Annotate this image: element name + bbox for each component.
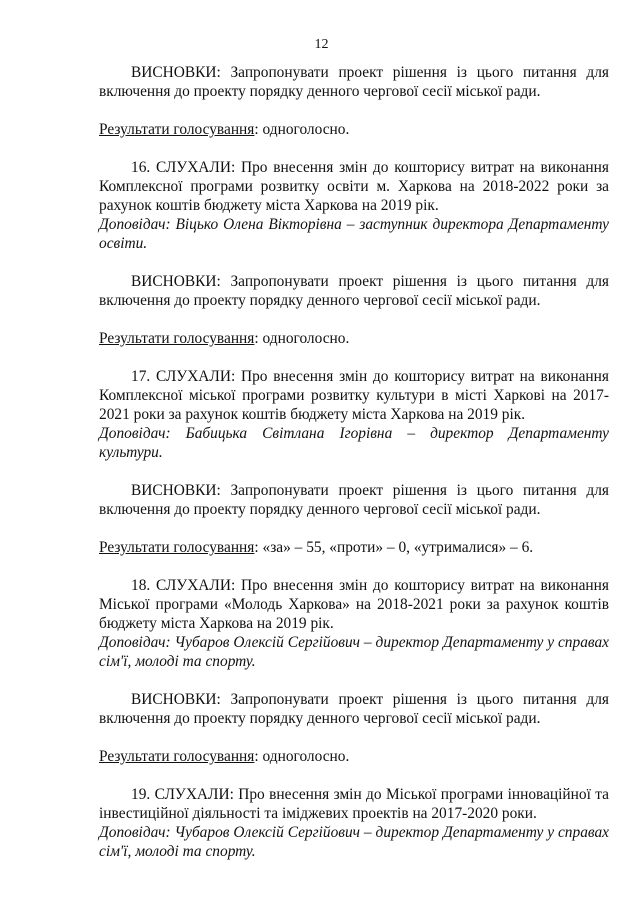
voting-results-text: : «за» – 55, «проти» – 0, «утрималися» – 6.	[254, 539, 534, 556]
speaker-label: Доповідач:	[99, 824, 171, 841]
heard-label: 16. СЛУХАЛИ:	[131, 159, 236, 176]
heard-paragraph-18	[99, 576, 609, 633]
speaker-text: Чубаров Олексій Сергійович – директор Департаменту у справах сім'ї, молоді та спорту.	[99, 824, 609, 860]
heard-paragraph-19	[99, 785, 609, 823]
voting-results-label: Результати голосування	[99, 539, 255, 556]
document-body	[99, 63, 609, 861]
heard-label: 17. СЛУХАЛИ:	[131, 368, 236, 385]
speaker-paragraph-17	[99, 424, 609, 462]
voting-results	[99, 120, 609, 139]
page-number: 12	[314, 37, 329, 52]
conclusions-label: ВИСНОВКИ:	[131, 64, 221, 81]
voting-results	[99, 538, 609, 557]
voting-results-text: : одноголосно.	[254, 330, 350, 347]
conclusions-text: Запропонувати проект рішення із цього питання для включення до проекту порядку денного чергової сесії міської ради.	[99, 691, 609, 727]
speaker-text: Бабицька Світлана Ігорівна – директор Департаменту культури.	[99, 425, 609, 461]
heard-paragraph-17	[99, 367, 609, 424]
heard-label: 18. СЛУХАЛИ:	[131, 577, 236, 594]
voting-results-text: : одноголосно.	[254, 121, 350, 138]
heard-text: Про внесення змін до Міської програми інноваційної та інвестиційної діяльності та іміджевих проектів на 2017-2020 роки.	[99, 786, 609, 822]
voting-results	[99, 329, 609, 348]
heard-label: 19. СЛУХАЛИ:	[131, 786, 234, 803]
conclusions-text: Запропонувати проект рішення із цього питання для включення до проекту порядку денного чергової сесії міської ради.	[99, 64, 609, 100]
conclusions-text: Запропонувати проект рішення із цього питання для включення до проекту порядку денного чергової сесії міської ради.	[99, 273, 609, 309]
speaker-text: Чубаров Олексій Сергійович – директор Департаменту у справах сім'ї, молоді та спорту.	[99, 634, 609, 670]
conclusions-label: ВИСНОВКИ:	[131, 273, 221, 290]
conclusions-label: ВИСНОВКИ:	[131, 482, 221, 499]
heard-text: Про внесення змін до кошторису витрат на виконання Комплексної програми розвитку освіти м. Харкова на 2018-2022 роки за рахунок коштів бюджету міста Харкова на 2019 рік.	[99, 159, 609, 214]
heard-text: Про внесення змін до кошторису витрат на виконання Комплексної міської програми розвитку культури в місті Харкові на 2017-2021 роки за рахунок коштів бюджету міста Харкова на 2019 рік.	[99, 368, 609, 423]
conclusions-paragraph	[99, 481, 609, 519]
speaker-label: Доповідач:	[99, 634, 171, 651]
conclusions-text: Запропонувати проект рішення із цього питання для включення до проекту порядку денного чергової сесії міської ради.	[99, 482, 609, 518]
speaker-label: Доповідач:	[99, 425, 171, 442]
speaker-text: Віцько Олена Вікторівна – заступник директора Департаменту освіти.	[99, 216, 609, 252]
voting-results-label: Результати голосування	[99, 748, 255, 765]
voting-results-text: : одноголосно.	[254, 748, 350, 765]
conclusions-label: ВИСНОВКИ:	[131, 691, 221, 708]
voting-results-label: Результати голосування	[99, 330, 255, 347]
heard-text: Про внесення змін до кошторису витрат на виконання Міської програми «Молодь Харкова» на 2018-2021 роки за рахунок коштів бюджету міста Харкова на 2019 рік.	[99, 577, 609, 632]
conclusions-paragraph	[99, 272, 609, 310]
heard-paragraph-16	[99, 158, 609, 215]
voting-results-label: Результати голосування	[99, 121, 255, 138]
voting-results	[99, 747, 609, 766]
conclusions-paragraph	[99, 63, 609, 101]
conclusions-paragraph	[99, 690, 609, 728]
speaker-paragraph-19	[99, 823, 609, 861]
speaker-label: Доповідач:	[99, 216, 171, 233]
speaker-paragraph-18	[99, 633, 609, 671]
speaker-paragraph-16	[99, 215, 609, 253]
